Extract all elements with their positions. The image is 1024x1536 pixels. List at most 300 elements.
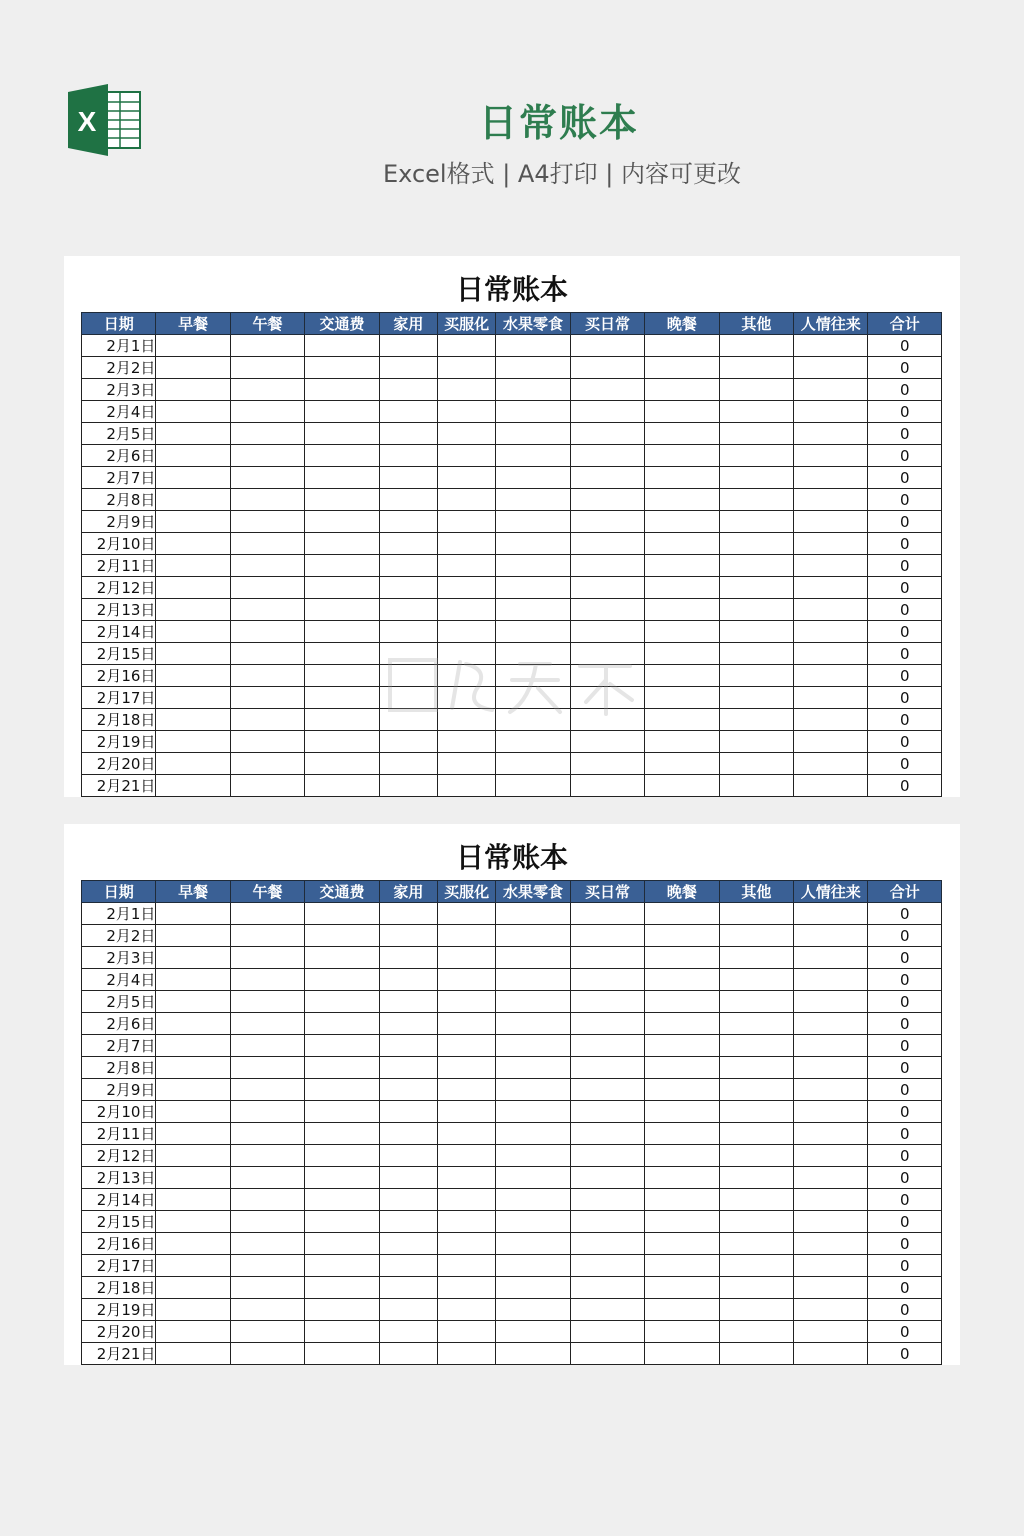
expense-cell[interactable] xyxy=(438,467,496,489)
expense-cell[interactable] xyxy=(156,731,230,753)
expense-cell[interactable] xyxy=(570,753,644,775)
expense-cell[interactable] xyxy=(230,991,304,1013)
total-cell[interactable]: 0 xyxy=(868,1255,942,1277)
expense-cell[interactable] xyxy=(645,577,719,599)
expense-cell[interactable] xyxy=(305,489,379,511)
expense-cell[interactable] xyxy=(156,599,230,621)
expense-cell[interactable] xyxy=(719,709,793,731)
expense-cell[interactable] xyxy=(645,925,719,947)
expense-cell[interactable] xyxy=(645,1057,719,1079)
date-cell[interactable]: 2月5日 xyxy=(82,991,156,1013)
expense-cell[interactable] xyxy=(305,357,379,379)
date-cell[interactable]: 2月8日 xyxy=(82,1057,156,1079)
expense-cell[interactable] xyxy=(305,1255,379,1277)
expense-cell[interactable] xyxy=(794,643,868,665)
expense-cell[interactable] xyxy=(719,731,793,753)
expense-cell[interactable] xyxy=(379,621,437,643)
expense-cell[interactable] xyxy=(379,903,437,925)
expense-cell[interactable] xyxy=(570,1167,644,1189)
expense-cell[interactable] xyxy=(230,643,304,665)
expense-cell[interactable] xyxy=(156,1057,230,1079)
expense-cell[interactable] xyxy=(570,1013,644,1035)
expense-cell[interactable] xyxy=(230,709,304,731)
expense-cell[interactable] xyxy=(645,621,719,643)
expense-cell[interactable] xyxy=(156,1079,230,1101)
expense-cell[interactable] xyxy=(438,665,496,687)
expense-cell[interactable] xyxy=(645,687,719,709)
expense-cell[interactable] xyxy=(379,423,437,445)
expense-cell[interactable] xyxy=(156,577,230,599)
expense-cell[interactable] xyxy=(156,969,230,991)
expense-cell[interactable] xyxy=(156,423,230,445)
expense-cell[interactable] xyxy=(719,1035,793,1057)
expense-cell[interactable] xyxy=(794,577,868,599)
date-cell[interactable]: 2月4日 xyxy=(82,969,156,991)
expense-cell[interactable] xyxy=(379,687,437,709)
expense-cell[interactable] xyxy=(230,511,304,533)
expense-cell[interactable] xyxy=(645,753,719,775)
expense-cell[interactable] xyxy=(305,925,379,947)
expense-cell[interactable] xyxy=(379,1035,437,1057)
expense-cell[interactable] xyxy=(438,1255,496,1277)
expense-cell[interactable] xyxy=(156,1343,230,1365)
expense-cell[interactable] xyxy=(794,1277,868,1299)
expense-cell[interactable] xyxy=(305,753,379,775)
date-cell[interactable]: 2月3日 xyxy=(82,947,156,969)
expense-cell[interactable] xyxy=(305,687,379,709)
total-cell[interactable]: 0 xyxy=(868,401,942,423)
expense-cell[interactable] xyxy=(496,335,570,357)
expense-cell[interactable] xyxy=(230,1123,304,1145)
expense-cell[interactable] xyxy=(438,621,496,643)
expense-cell[interactable] xyxy=(496,1123,570,1145)
date-cell[interactable]: 2月17日 xyxy=(82,1255,156,1277)
expense-cell[interactable] xyxy=(570,1343,644,1365)
expense-cell[interactable] xyxy=(645,1101,719,1123)
expense-cell[interactable] xyxy=(794,467,868,489)
expense-cell[interactable] xyxy=(794,555,868,577)
total-cell[interactable]: 0 xyxy=(868,991,942,1013)
expense-cell[interactable] xyxy=(570,1299,644,1321)
expense-cell[interactable] xyxy=(645,903,719,925)
expense-cell[interactable] xyxy=(570,511,644,533)
date-cell[interactable]: 2月7日 xyxy=(82,1035,156,1057)
expense-cell[interactable] xyxy=(645,1035,719,1057)
total-cell[interactable]: 0 xyxy=(868,687,942,709)
expense-cell[interactable] xyxy=(719,1233,793,1255)
expense-cell[interactable] xyxy=(794,1057,868,1079)
expense-cell[interactable] xyxy=(156,555,230,577)
expense-cell[interactable] xyxy=(438,1211,496,1233)
expense-cell[interactable] xyxy=(379,533,437,555)
expense-cell[interactable] xyxy=(230,467,304,489)
expense-cell[interactable] xyxy=(438,511,496,533)
date-cell[interactable]: 2月11日 xyxy=(82,1123,156,1145)
expense-cell[interactable] xyxy=(496,1277,570,1299)
expense-cell[interactable] xyxy=(305,423,379,445)
expense-cell[interactable] xyxy=(719,489,793,511)
expense-cell[interactable] xyxy=(645,1167,719,1189)
expense-cell[interactable] xyxy=(305,599,379,621)
date-cell[interactable]: 2月13日 xyxy=(82,1167,156,1189)
expense-cell[interactable] xyxy=(719,991,793,1013)
expense-cell[interactable] xyxy=(645,665,719,687)
expense-cell[interactable] xyxy=(379,1211,437,1233)
expense-cell[interactable] xyxy=(230,379,304,401)
expense-cell[interactable] xyxy=(379,1079,437,1101)
expense-cell[interactable] xyxy=(305,1211,379,1233)
expense-cell[interactable] xyxy=(305,401,379,423)
total-cell[interactable]: 0 xyxy=(868,467,942,489)
expense-cell[interactable] xyxy=(719,1101,793,1123)
total-cell[interactable]: 0 xyxy=(868,1145,942,1167)
total-cell[interactable]: 0 xyxy=(868,335,942,357)
expense-cell[interactable] xyxy=(570,577,644,599)
expense-cell[interactable] xyxy=(305,379,379,401)
total-cell[interactable]: 0 xyxy=(868,665,942,687)
expense-cell[interactable] xyxy=(379,731,437,753)
expense-cell[interactable] xyxy=(496,665,570,687)
expense-cell[interactable] xyxy=(438,1079,496,1101)
expense-cell[interactable] xyxy=(645,335,719,357)
expense-cell[interactable] xyxy=(794,1321,868,1343)
expense-cell[interactable] xyxy=(438,1277,496,1299)
expense-cell[interactable] xyxy=(794,1123,868,1145)
expense-cell[interactable] xyxy=(156,467,230,489)
expense-cell[interactable] xyxy=(438,1035,496,1057)
total-cell[interactable]: 0 xyxy=(868,1167,942,1189)
date-cell[interactable]: 2月5日 xyxy=(82,423,156,445)
expense-cell[interactable] xyxy=(496,1079,570,1101)
expense-cell[interactable] xyxy=(794,969,868,991)
expense-cell[interactable] xyxy=(719,1343,793,1365)
total-cell[interactable]: 0 xyxy=(868,1321,942,1343)
expense-cell[interactable] xyxy=(230,1167,304,1189)
expense-cell[interactable] xyxy=(719,599,793,621)
expense-cell[interactable] xyxy=(230,335,304,357)
date-cell[interactable]: 2月8日 xyxy=(82,489,156,511)
date-cell[interactable]: 2月6日 xyxy=(82,1013,156,1035)
expense-cell[interactable] xyxy=(719,511,793,533)
expense-cell[interactable] xyxy=(645,467,719,489)
date-cell[interactable]: 2月10日 xyxy=(82,533,156,555)
expense-cell[interactable] xyxy=(379,753,437,775)
date-cell[interactable]: 2月9日 xyxy=(82,1079,156,1101)
expense-cell[interactable] xyxy=(645,947,719,969)
expense-cell[interactable] xyxy=(794,1343,868,1365)
expense-cell[interactable] xyxy=(230,599,304,621)
date-cell[interactable]: 2月15日 xyxy=(82,643,156,665)
total-cell[interactable]: 0 xyxy=(868,445,942,467)
expense-cell[interactable] xyxy=(230,1255,304,1277)
total-cell[interactable]: 0 xyxy=(868,1013,942,1035)
expense-cell[interactable] xyxy=(156,489,230,511)
expense-cell[interactable] xyxy=(719,665,793,687)
expense-cell[interactable] xyxy=(719,577,793,599)
expense-cell[interactable] xyxy=(305,1233,379,1255)
expense-cell[interactable] xyxy=(230,1343,304,1365)
expense-cell[interactable] xyxy=(794,991,868,1013)
expense-cell[interactable] xyxy=(156,1167,230,1189)
expense-cell[interactable] xyxy=(379,555,437,577)
expense-cell[interactable] xyxy=(570,401,644,423)
expense-cell[interactable] xyxy=(305,1145,379,1167)
expense-cell[interactable] xyxy=(438,577,496,599)
total-cell[interactable]: 0 xyxy=(868,555,942,577)
expense-cell[interactable] xyxy=(305,1343,379,1365)
date-cell[interactable]: 2月4日 xyxy=(82,401,156,423)
total-cell[interactable]: 0 xyxy=(868,511,942,533)
expense-cell[interactable] xyxy=(496,687,570,709)
expense-cell[interactable] xyxy=(794,1013,868,1035)
expense-cell[interactable] xyxy=(645,555,719,577)
expense-cell[interactable] xyxy=(719,1255,793,1277)
expense-cell[interactable] xyxy=(305,731,379,753)
expense-cell[interactable] xyxy=(794,335,868,357)
expense-cell[interactable] xyxy=(438,335,496,357)
expense-cell[interactable] xyxy=(496,1101,570,1123)
expense-cell[interactable] xyxy=(570,467,644,489)
expense-cell[interactable] xyxy=(379,1123,437,1145)
expense-cell[interactable] xyxy=(496,1035,570,1057)
expense-cell[interactable] xyxy=(570,775,644,797)
expense-cell[interactable] xyxy=(719,643,793,665)
expense-cell[interactable] xyxy=(305,775,379,797)
date-cell[interactable]: 2月20日 xyxy=(82,1321,156,1343)
expense-cell[interactable] xyxy=(719,467,793,489)
expense-cell[interactable] xyxy=(305,1101,379,1123)
expense-cell[interactable] xyxy=(496,1233,570,1255)
total-cell[interactable]: 0 xyxy=(868,599,942,621)
expense-cell[interactable] xyxy=(438,533,496,555)
expense-cell[interactable] xyxy=(156,903,230,925)
expense-cell[interactable] xyxy=(230,753,304,775)
expense-cell[interactable] xyxy=(156,379,230,401)
expense-cell[interactable] xyxy=(156,925,230,947)
expense-cell[interactable] xyxy=(156,533,230,555)
expense-cell[interactable] xyxy=(305,1321,379,1343)
date-cell[interactable]: 2月12日 xyxy=(82,577,156,599)
expense-cell[interactable] xyxy=(570,665,644,687)
expense-cell[interactable] xyxy=(156,1233,230,1255)
expense-cell[interactable] xyxy=(305,665,379,687)
expense-cell[interactable] xyxy=(570,947,644,969)
expense-cell[interactable] xyxy=(379,489,437,511)
expense-cell[interactable] xyxy=(645,401,719,423)
expense-cell[interactable] xyxy=(719,555,793,577)
expense-cell[interactable] xyxy=(305,1167,379,1189)
expense-cell[interactable] xyxy=(438,1057,496,1079)
expense-cell[interactable] xyxy=(794,445,868,467)
expense-cell[interactable] xyxy=(379,511,437,533)
expense-cell[interactable] xyxy=(570,489,644,511)
expense-cell[interactable] xyxy=(570,1189,644,1211)
expense-cell[interactable] xyxy=(379,1057,437,1079)
expense-cell[interactable] xyxy=(230,1189,304,1211)
total-cell[interactable]: 0 xyxy=(868,775,942,797)
expense-cell[interactable] xyxy=(230,1233,304,1255)
expense-cell[interactable] xyxy=(496,709,570,731)
expense-cell[interactable] xyxy=(794,1167,868,1189)
expense-cell[interactable] xyxy=(496,489,570,511)
total-cell[interactable]: 0 xyxy=(868,1277,942,1299)
expense-cell[interactable] xyxy=(156,1211,230,1233)
date-cell[interactable]: 2月16日 xyxy=(82,1233,156,1255)
expense-cell[interactable] xyxy=(496,621,570,643)
expense-cell[interactable] xyxy=(496,511,570,533)
expense-cell[interactable] xyxy=(794,621,868,643)
expense-cell[interactable] xyxy=(438,991,496,1013)
expense-cell[interactable] xyxy=(645,1079,719,1101)
expense-cell[interactable] xyxy=(305,445,379,467)
expense-cell[interactable] xyxy=(438,1167,496,1189)
expense-cell[interactable] xyxy=(379,991,437,1013)
expense-cell[interactable] xyxy=(496,969,570,991)
date-cell[interactable]: 2月1日 xyxy=(82,335,156,357)
expense-cell[interactable] xyxy=(305,577,379,599)
expense-cell[interactable] xyxy=(794,709,868,731)
expense-cell[interactable] xyxy=(305,621,379,643)
expense-cell[interactable] xyxy=(645,1321,719,1343)
total-cell[interactable]: 0 xyxy=(868,1057,942,1079)
expense-cell[interactable] xyxy=(645,643,719,665)
expense-cell[interactable] xyxy=(645,533,719,555)
expense-cell[interactable] xyxy=(379,1343,437,1365)
expense-cell[interactable] xyxy=(305,643,379,665)
expense-cell[interactable] xyxy=(438,357,496,379)
expense-cell[interactable] xyxy=(156,753,230,775)
expense-cell[interactable] xyxy=(156,335,230,357)
expense-cell[interactable] xyxy=(570,423,644,445)
expense-cell[interactable] xyxy=(570,1233,644,1255)
expense-cell[interactable] xyxy=(230,577,304,599)
expense-cell[interactable] xyxy=(230,423,304,445)
expense-cell[interactable] xyxy=(645,379,719,401)
total-cell[interactable]: 0 xyxy=(868,1343,942,1365)
expense-cell[interactable] xyxy=(570,643,644,665)
expense-cell[interactable] xyxy=(230,1321,304,1343)
expense-cell[interactable] xyxy=(438,753,496,775)
expense-cell[interactable] xyxy=(156,991,230,1013)
expense-cell[interactable] xyxy=(570,445,644,467)
date-cell[interactable]: 2月17日 xyxy=(82,687,156,709)
expense-cell[interactable] xyxy=(379,599,437,621)
expense-cell[interactable] xyxy=(719,1299,793,1321)
expense-cell[interactable] xyxy=(496,903,570,925)
expense-cell[interactable] xyxy=(230,925,304,947)
expense-cell[interactable] xyxy=(305,969,379,991)
expense-cell[interactable] xyxy=(719,925,793,947)
expense-cell[interactable] xyxy=(645,1211,719,1233)
expense-cell[interactable] xyxy=(570,1145,644,1167)
expense-cell[interactable] xyxy=(645,599,719,621)
expense-cell[interactable] xyxy=(379,643,437,665)
expense-cell[interactable] xyxy=(156,1299,230,1321)
expense-cell[interactable] xyxy=(230,1057,304,1079)
date-cell[interactable]: 2月6日 xyxy=(82,445,156,467)
expense-cell[interactable] xyxy=(645,709,719,731)
expense-cell[interactable] xyxy=(719,969,793,991)
expense-cell[interactable] xyxy=(645,991,719,1013)
expense-cell[interactable] xyxy=(305,511,379,533)
expense-cell[interactable] xyxy=(379,947,437,969)
expense-cell[interactable] xyxy=(438,1101,496,1123)
expense-cell[interactable] xyxy=(794,489,868,511)
total-cell[interactable]: 0 xyxy=(868,643,942,665)
expense-cell[interactable] xyxy=(496,991,570,1013)
expense-cell[interactable] xyxy=(305,1035,379,1057)
date-cell[interactable]: 2月7日 xyxy=(82,467,156,489)
expense-cell[interactable] xyxy=(156,1255,230,1277)
expense-cell[interactable] xyxy=(379,467,437,489)
expense-cell[interactable] xyxy=(645,1123,719,1145)
expense-cell[interactable] xyxy=(794,379,868,401)
expense-cell[interactable] xyxy=(570,1321,644,1343)
expense-cell[interactable] xyxy=(438,969,496,991)
expense-cell[interactable] xyxy=(645,1013,719,1035)
expense-cell[interactable] xyxy=(719,1321,793,1343)
expense-cell[interactable] xyxy=(379,335,437,357)
expense-cell[interactable] xyxy=(379,577,437,599)
expense-cell[interactable] xyxy=(570,709,644,731)
expense-cell[interactable] xyxy=(570,687,644,709)
expense-cell[interactable] xyxy=(794,665,868,687)
expense-cell[interactable] xyxy=(438,687,496,709)
expense-cell[interactable] xyxy=(496,1321,570,1343)
expense-cell[interactable] xyxy=(719,1167,793,1189)
expense-cell[interactable] xyxy=(305,1079,379,1101)
expense-cell[interactable] xyxy=(156,511,230,533)
expense-cell[interactable] xyxy=(305,1299,379,1321)
expense-cell[interactable] xyxy=(379,925,437,947)
expense-cell[interactable] xyxy=(438,599,496,621)
expense-cell[interactable] xyxy=(645,775,719,797)
expense-cell[interactable] xyxy=(794,1255,868,1277)
expense-cell[interactable] xyxy=(379,709,437,731)
expense-cell[interactable] xyxy=(645,357,719,379)
expense-cell[interactable] xyxy=(645,1299,719,1321)
total-cell[interactable]: 0 xyxy=(868,947,942,969)
expense-cell[interactable] xyxy=(438,903,496,925)
expense-cell[interactable] xyxy=(570,991,644,1013)
expense-cell[interactable] xyxy=(719,445,793,467)
expense-cell[interactable] xyxy=(496,1211,570,1233)
expense-cell[interactable] xyxy=(496,379,570,401)
expense-cell[interactable] xyxy=(794,511,868,533)
expense-cell[interactable] xyxy=(379,1277,437,1299)
date-cell[interactable]: 2月21日 xyxy=(82,775,156,797)
expense-cell[interactable] xyxy=(156,709,230,731)
total-cell[interactable]: 0 xyxy=(868,731,942,753)
expense-cell[interactable] xyxy=(794,947,868,969)
expense-cell[interactable] xyxy=(438,1299,496,1321)
expense-cell[interactable] xyxy=(230,969,304,991)
expense-cell[interactable] xyxy=(496,947,570,969)
expense-cell[interactable] xyxy=(496,775,570,797)
expense-cell[interactable] xyxy=(719,335,793,357)
expense-cell[interactable] xyxy=(719,1057,793,1079)
expense-cell[interactable] xyxy=(305,903,379,925)
expense-cell[interactable] xyxy=(496,401,570,423)
expense-cell[interactable] xyxy=(570,925,644,947)
expense-cell[interactable] xyxy=(438,1343,496,1365)
expense-cell[interactable] xyxy=(230,1299,304,1321)
total-cell[interactable]: 0 xyxy=(868,423,942,445)
total-cell[interactable]: 0 xyxy=(868,1299,942,1321)
expense-cell[interactable] xyxy=(719,423,793,445)
expense-cell[interactable] xyxy=(230,555,304,577)
expense-cell[interactable] xyxy=(794,687,868,709)
